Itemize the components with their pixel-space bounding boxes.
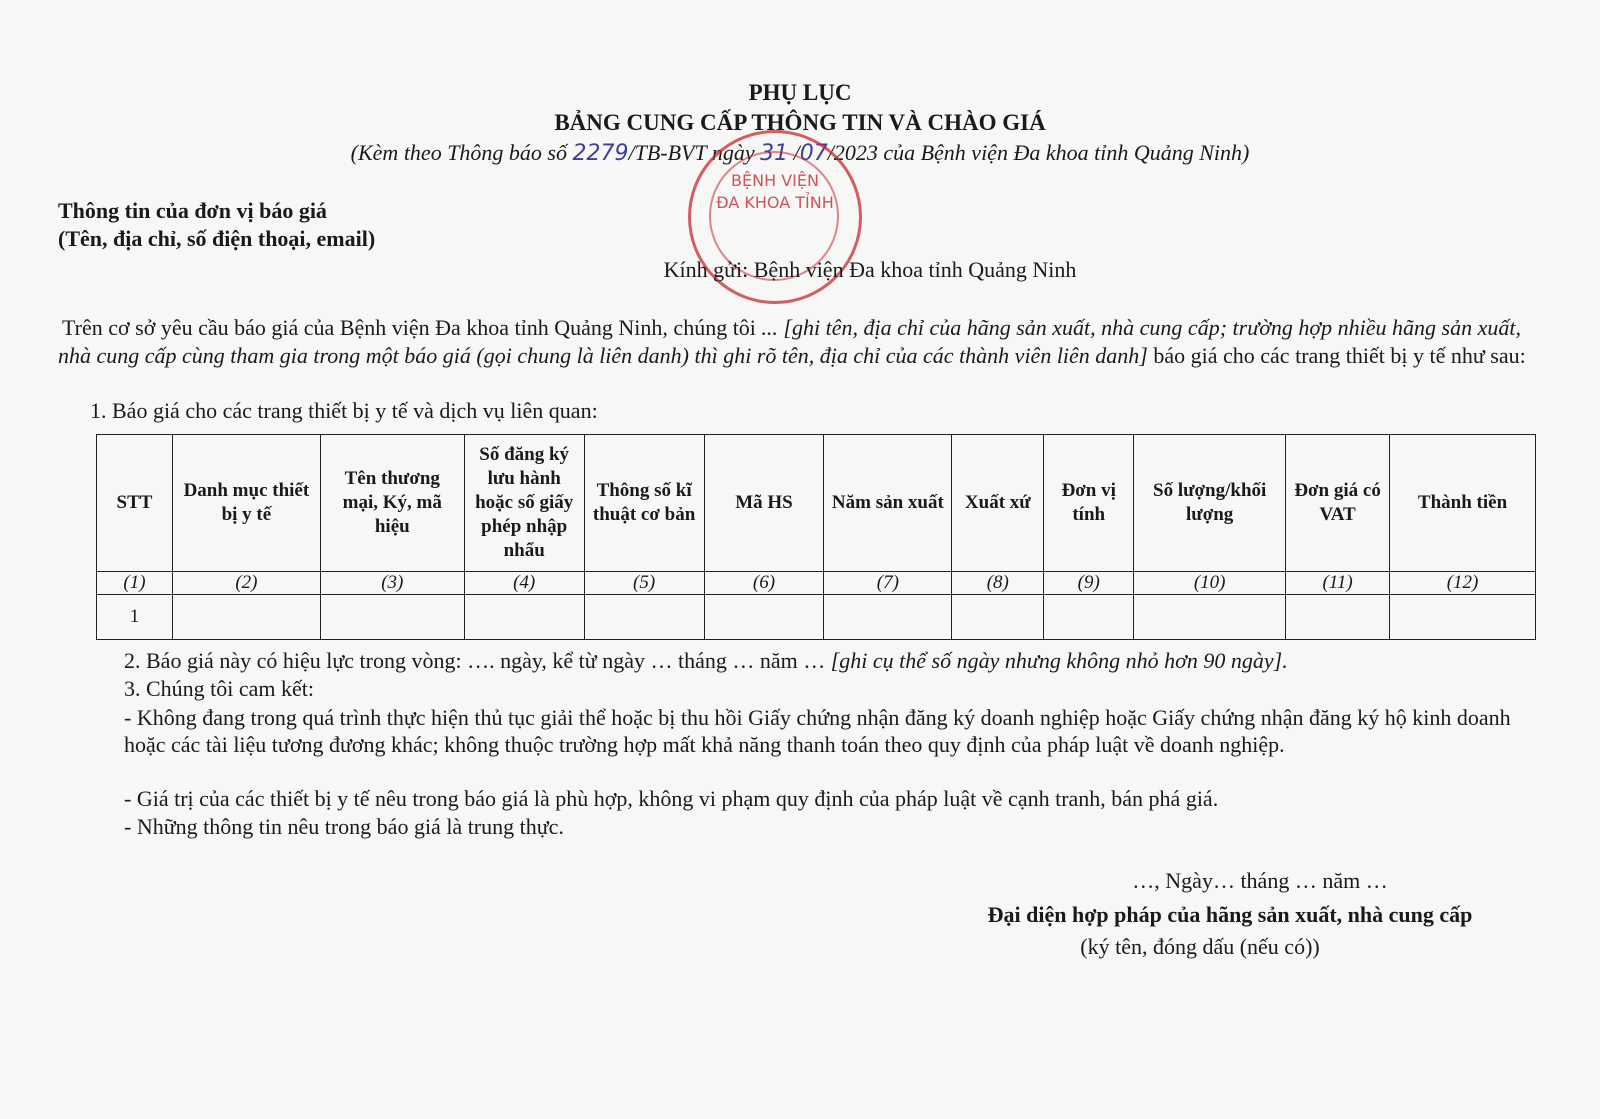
col-number: (10): [1134, 572, 1286, 595]
table-cell: [824, 595, 952, 640]
subtitle-mid: /TB-BVT ngày: [628, 140, 755, 165]
stamp-line1: BỆNH VIỆN: [731, 171, 819, 190]
col-header: Đơn vị tính: [1044, 435, 1134, 572]
stamp-line2: ĐA KHOA TỈNH: [716, 193, 834, 212]
addressee-text: Kính gửi: Bệnh viện Đa khoa tỉnh Quảng Ninh: [663, 257, 1077, 282]
col-number: (2): [172, 572, 320, 595]
signature-note: (ký tên, đóng dấu (nếu có)): [1080, 934, 1320, 959]
section-2-text: 2. Báo giá này có hiệu lực trong vòng: …. ngày, kể từ ngày … tháng … năm …: [124, 648, 831, 673]
subtitle-prefix: (Kèm theo Thông báo số: [350, 140, 567, 165]
col-number: (3): [320, 572, 464, 595]
col-header: Năm sản xuất: [824, 435, 952, 572]
table-cell: 1: [97, 595, 173, 640]
col-header: STT: [97, 435, 173, 572]
table-cell: [704, 595, 824, 640]
intro-end: báo giá cho các trang thiết bị y tế như sau:: [1147, 343, 1526, 368]
col-header: Xuất xứ: [952, 435, 1044, 572]
signature-title: Đại diện hợp pháp của hãng sản xuất, nhà cung cấp: [987, 902, 1473, 927]
col-header: Số lượng/khối lượng: [1134, 435, 1286, 572]
table-number-row: [97, 572, 1536, 595]
quotation-table: [96, 434, 1536, 640]
col-header: Số đăng ký lưu hành hoặc số giấy phép nhập nhẩu: [464, 435, 584, 572]
table-cell: [172, 595, 320, 640]
col-header: Đơn giá có VAT: [1286, 435, 1390, 572]
intro-paragraph: [58, 314, 1548, 370]
appendix-title: PHỤ LỤC: [748, 80, 852, 105]
col-number: (9): [1044, 572, 1134, 595]
col-number: (11): [1286, 572, 1390, 595]
table-cell: [320, 595, 464, 640]
form-title: BẢNG CUNG CẤP THÔNG TIN VÀ CHÀO GIÁ: [554, 110, 1046, 135]
handwritten-doc-number: 2279: [572, 141, 629, 166]
commitment-1: - Không đang trong quá trình thực hiện thủ tục giải thể hoặc bị thu hồi Giấy chứng nhận đăng ký doanh nghiệp hoặc Giấy chứng nhận đăng ký hộ kinh doanh hoặc các tài liệu tương đương khác; không thuộc trường hợp mất khả năng thanh toán theo quy định của pháp luật về doanh nghiệp.: [124, 705, 1511, 757]
table-cell: [584, 595, 704, 640]
col-header: Danh mục thiết bị y tế: [172, 435, 320, 572]
table-cell: [464, 595, 584, 640]
col-number: (5): [584, 572, 704, 595]
table-row: [97, 595, 1536, 640]
col-number: (1): [97, 572, 173, 595]
col-number: (7): [824, 572, 952, 595]
col-number: (12): [1390, 572, 1536, 595]
table-cell: [1134, 595, 1286, 640]
commitment-3: - Những thông tin nêu trong báo giá là trung thực.: [124, 814, 564, 839]
subtitle-suffix: /2023 của Bệnh viện Đa khoa tỉnh Quảng Ninh): [827, 140, 1250, 165]
signature-date: …, Ngày… tháng … năm …: [1132, 868, 1388, 893]
commitment-2: - Giá trị của các thiết bị y tế nêu trong báo giá là phù hợp, không vi phạm quy định của pháp luật về cạnh tranh, bán phá giá.: [124, 786, 1219, 811]
table-cell: [952, 595, 1044, 640]
section-3-heading: 3. Chúng tôi cam kết:: [124, 676, 315, 701]
table-cell: [1286, 595, 1390, 640]
section-2: [124, 648, 1544, 674]
intro-instruction: ... [ghi tên, địa chỉ của hãng sản xuất, nhà cung cấp; trường hợp nhiều hãng sản xuất, nhà cung cấp cùng tham gia trong một báo giá (gọi chung là liên danh) thì ghi rõ tên, địa chỉ của các thành viên liên danh]: [58, 315, 1521, 368]
col-number: (4): [464, 572, 584, 595]
section-2-instruction: [ghi cụ thể số ngày nhưng không nhỏ hơn 90 ngày].: [830, 648, 1288, 673]
col-header: Thành tiền: [1390, 435, 1536, 572]
date-separator: /: [793, 140, 800, 165]
table-cell: [1044, 595, 1134, 640]
vendor-info-label: Thông tin của đơn vị báo giá: [58, 198, 327, 223]
col-header: Mã HS: [704, 435, 824, 572]
intro-text: Trên cơ sở yêu cầu báo giá của Bệnh viện Đa khoa tỉnh Quảng Ninh, chúng tôi: [62, 315, 756, 340]
vendor-info-hint: (Tên, địa chỉ, số điện thoại, email): [58, 226, 376, 251]
section-1-heading: 1. Báo giá cho các trang thiết bị y tế và dịch vụ liên quan:: [90, 398, 598, 423]
col-number: (6): [704, 572, 824, 595]
table-cell: [1390, 595, 1536, 640]
col-header: Tên thương mại, Ký, mã hiệu: [320, 435, 464, 572]
col-header: Thông số kĩ thuật cơ bản: [584, 435, 704, 572]
col-number: (8): [952, 572, 1044, 595]
handwritten-day: 31: [760, 141, 789, 166]
addressee: [0, 257, 1600, 283]
handwritten-month: 07: [799, 141, 828, 166]
table-header-row: [97, 435, 1536, 572]
